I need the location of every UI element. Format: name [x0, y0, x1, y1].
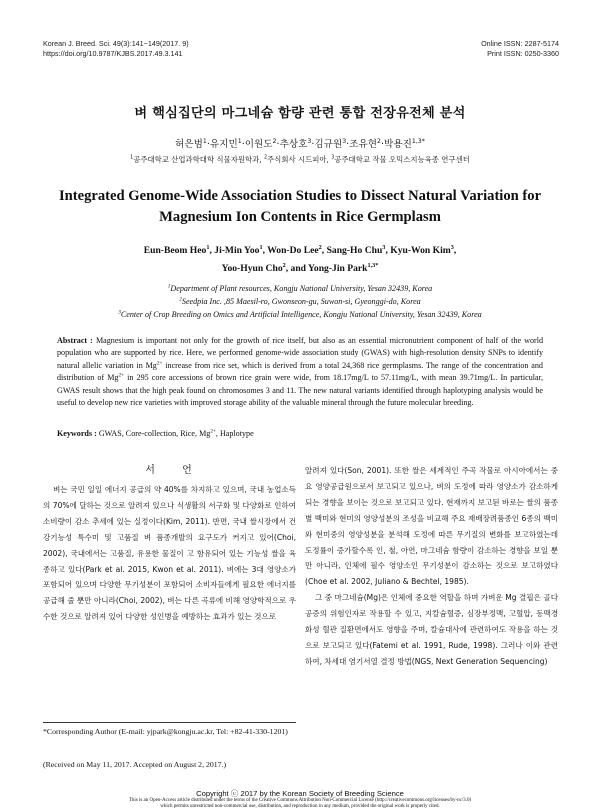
received-dates: (Received on May 11, 2017. Accepted on August 2, 2017.): [43, 760, 227, 769]
abstract-label: Abstract :: [57, 336, 93, 345]
intro-paragraph-2: 알려져 있다(Son, 2001). 또한 쌀은 세계적인 주곡 작물로 아시아에서는 중요 영양공급원으로서 보고되고 있으나, 벼의 도정에 따라 영양소가 감소하게 되는 경향을 보이는 것으로 보고되고 있다. 현재까지 보고된 바로는 쌀의 품종 별 백미와 현미의 영양성분의 조성을 비교해 주요 재배장려품종인 6종의 백미와 현미중의 영양성분을 분석해 도정에 따른 무기질의 변화를 보고하였는데 도정률이 증가할수록 인, 철, 아연, 마그네슘 함량이 감소하는 경향을 보일 뿐만 아니라, 인체에 필수 영양소인 무기성분이 감소하는 것으로 보고하였다(Choe et al. 2002, Juliano & Bechtel, 1985).: [305, 466, 558, 587]
doi-link[interactable]: https://doi.org/10.9787/KJBS.2017.49.3.141: [43, 49, 183, 58]
keywords: Keywords : GWAS, Core-collection, Rice, $Mg^{2+}$, Haplotype: [57, 428, 254, 438]
english-title-line2: Magnesium Ion Contents in Rice Germplasm: [159, 209, 441, 225]
intro-right-column: [305, 463, 558, 670]
online-issn: Online ISSN: 2287-5174: [481, 39, 559, 48]
affiliation-2: $^2$Seedpia Inc. ,85 Maesil-ro, Gwonseon-gu, Suwon-si, Gyeonggi-do, Korea: [179, 296, 421, 306]
english-title: [0, 186, 600, 228]
english-authors: Eun-Beom Heo$^1$, Ji-Min Yoo$^1$, Won-Do Lee$^2$, Sang-Ho Chu$^3$, Kyu-Won Kim$^3$, Yoo-Hyun Cho$^2$, and Yong-Jin Park$^{1,3*}$: [143, 243, 457, 274]
english-affiliations: [0, 282, 600, 321]
section-heading-intro: 서 언: [145, 465, 204, 476]
intro-paragraph-1: 벼는 국민 일일 에너지 공급의 약 40%를 차지하고 있으며, 국내 농업소득의 70%에 달하는 것으로 알려져 있으나 식생활의 서구화 및 다양화로 인하여 소비량이 감소 추세에 있는 실정이다(Kim, 2011). 반면, 국내 쌀시장에서 건강기능성 특수미 및 고품질 벼 품종개발의 요구도가 커지고 있어(Choi, 2002), 국내에서는 고품질, 유용한 물질이 고 함유되어 있는 기능성 쌀을 육종하고 있다(Park et al. 2015, Kwon et al. 2011). 벼에는 3대 영양소가 포함되어 있으며 다양한 무기성분이 포함되어 소비자들에게 필요한 에너지를 공급해 줄 뿐만 아니라(Choi, 2002), 벼는 다른 곡류에 비해 영양학적으로 우수한 것으로 알려져 있어 다양한 성인병을 예방하는 효과가 있는 것으로: [43, 485, 296, 622]
english-title-line1: Integrated Genome-Wide Association Studies to Dissect Natural Variation for: [58, 188, 542, 204]
abstract: Abstract : Magnesium is important not only for the growth of rice itself, but also as an essential micronutrient component of half of the world population who are supported by rice. Here, we performed genome-wide association study (GWAS) with high-resolution density SNPs to identify natural allelic variation in $Mg^{2+}$ increase from rice set, which is derived from a total 24,368 rice germplasms. The range of the concentration and distribution of $Mg^{2+}$ in 295 core accessions of brown rice grain were wide, from 18.17mg/L to 57.11mg/L, with mean 39.71mg/L. In particular, GWAS result shows that the high peak found on chromosomes 3 and 11. The new natural variants identified through haplotyping analysis would be useful to develop new rice varieties with improved storage ability of the valuable mineral through the future molecular breeding.: [57, 336, 543, 408]
license-line-1: This is an Open-Access article distributed under the terms of the Creative Commons Attribution Non-Commercial License (http://creativecommons.org/licenses/by-nc/3.0): [128, 798, 472, 803]
print-issn: Print ISSN: 0250-3360: [487, 49, 559, 58]
journal-citation: Korean J. Breed. Sci. 49(3):141~149(2017. 9): [43, 39, 189, 48]
intro-left-column: [43, 463, 296, 625]
license-text: [40, 798, 560, 810]
footnote-divider: [43, 722, 296, 723]
korean-affiliation: $^1$공주대학교 산업과학대학 식물자원학과, $^2$주식회사 시드피아, $^3$공주대학교 작물 오믹스지능육종 연구센터: [130, 155, 470, 164]
intro-paragraph-3: 그 중 마그네슘(Mg)은 인체에 중요한 역할을 하며 가벼운 Mg 결핍은 골다공증의 위험인자로 작용할 수 있고, 지칼슘혈증, 심장부정맥, 고혈압, 동맥경화성 혈관 질환면에서도 영향을 주며, 칼슘대사에 관련하여도 작용을 하는 것으로 보고되고 있다(Fatemi et al. 1991, Rude, 1998). 그러나 이와 관련하여, 차세대 염기서열 결정 방법(NGS, Next Generation Sequencing): [305, 593, 558, 666]
keywords-label: Keywords :: [57, 429, 97, 438]
affiliation-1: $^1$Department of Plant resources, Kongju National University, Yesan 32439, Korea: [167, 283, 433, 293]
affiliation-3: $^3$Center of Crop Breeding on Omics and Artificial Intelligence, Kongju National University, Yesan 32439, Korea: [118, 309, 482, 319]
korean-authors: 허은범$^1$·유지민$^1$·이원도$^2$·추상호$^3$·김규원$^3$·조유현$^2$·박용진$^{1,3*}$: [175, 137, 425, 150]
korean-title: 벼 핵심집단의 마그네슘 함량 관련 통합 전장유전체 분석: [134, 106, 466, 121]
copyright-line: Copyright ⓒ 2017 by the Korean Society of Breeding Science: [196, 789, 404, 798]
journal-header-right: [481, 39, 559, 59]
license-line-2: which permits unrestricted non-commercial use, distribution, and reproduction in any medium, provided the original work is properly cited.: [160, 804, 440, 809]
corresponding-author-note: *Corresponding Author (E-mail: yjpark@kongju.ac.kr, Tel: +82-41-330-1201): [43, 727, 288, 736]
journal-header-left: [43, 39, 189, 59]
